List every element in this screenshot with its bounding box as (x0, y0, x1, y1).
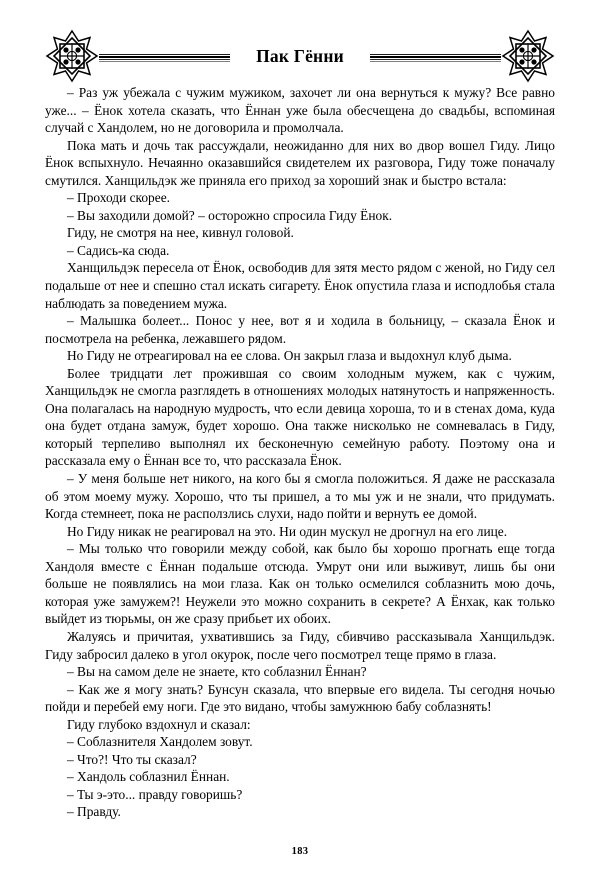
body-paragraph: – Как же я могу знать? Бунсун сказала, что впервые его видела. Ты сегодня ночью пойди и перебей ему ноги. Где это видано, чтобы замужнюю бабу соблазнять! (45, 681, 555, 715)
body-paragraph: – Что?! Что ты сказал? (67, 751, 197, 767)
body-paragraph: – Правду. (67, 804, 121, 820)
header-rule-left (99, 29, 230, 83)
body-paragraph: – Ты э-это... правду говоришь? (67, 786, 243, 802)
body-paragraph: Но Гиду не отреагировал на ее слова. Он закрыл глаза и выдохнул клуб дыма. (67, 348, 512, 364)
running-head-title: Пак Гённи (256, 46, 344, 67)
body-paragraph: – У меня больше нет никого, на кого бы я смогла положиться. Я даже не рассказала об этом моему мужу. Хорошо, что ты пришел, а то мы уж и не знали, что придумать. Когда стемнеет, пока не расползлись слухи, надо пойти и вернуть ее домой. (45, 471, 555, 522)
body-paragraph: – Вы заходили домой? – осторожно спросила Гиду Ёнок. (67, 207, 393, 223)
page-number: 183 (291, 846, 309, 857)
body-paragraph: – Проходи скорее. (67, 190, 170, 206)
body-paragraph: – Мы только что говорили между собой, как было бы хорошо прогнать еще тогда Хандоля вместе с Ённан подальше отсюда. Умрут они или выживут, лишь бы они больше не появлялись на мои глаза. Как он только осмелился соблазнить мою дочь, которая уже замужем?! Неужели это можно сохранить в секрете? А Ёнхак, как только выйдет из тюрьмы, он же сразу прибьет их обоих. (45, 541, 555, 627)
running-head (45, 28, 555, 84)
body-paragraph: Гиду, не смотря на нее, кивнул головой. (67, 225, 294, 241)
body-paragraph: Более тридцати лет прожившая со своим холодным мужем, как с чужим, Ханщильдэк не смогла разглядеть в отношениях молодых натянутость и напряженность. Она полагалась на народную мудрость, что если девица хороша, то и в стенах дома, куда она будет отдана замуж, будет хорошо. Она также нисколько не сомневалась в Гиду, который терпеливо выполнял их бесконечную семейную работу. Поэтому она и рассказала ему о Ённан все то, что рассказала Ёнок. (45, 365, 555, 469)
body-paragraph: – Садись-ка сюда. (67, 242, 170, 258)
body-paragraph: – Соблазнителя Хандолем зовут. (67, 734, 253, 750)
rosette-medallion-ornament-right (501, 29, 555, 83)
body-paragraph: – Хандоль соблазнил Ённан. (67, 769, 230, 785)
body-paragraph: – Малышка болеет... Понос у нее, вот я и ходила в больницу, – сказала Ёнок и посмотрела на ребенка, лежавшего рядом. (45, 313, 555, 346)
body-paragraph: – Раз уж убежала с чужим мужиком, захочет ли она вернуться к мужу? Все равно уже... – Ёнок хотела сказать, что Ённан уже была обесчещена до свадьбы, вспоминая случай с Хандолем, но не договорила и промолчала. (45, 85, 555, 136)
rosette-medallion-ornament-left (45, 29, 99, 83)
page-body-text (45, 84, 555, 821)
body-paragraph: – Вы на самом деле не знаете, кто соблазнил Ённан? (67, 664, 367, 680)
header-rule-right (370, 29, 501, 83)
body-paragraph: Но Гиду никак не реагировал на это. Ни один мускул не дрогнул на его лице. (67, 523, 508, 539)
body-paragraph: Ханщильдэк пересела от Ёнок, освободив для зятя место рядом с женой, но Гиду сел подальше от нее и спешно стал искать сигарету. Ёнок опустила глаза и исподлобья стала наблюдать за поведением мужа. (45, 260, 555, 311)
body-paragraph: Жалуясь и причитая, ухватившись за Гиду, сбивчиво рассказывала Ханщильдэк. Гиду забросил далеко в угол окурок, после чего посмотрел теще прямо в глаза. (45, 628, 555, 662)
body-paragraph: Пока мать и дочь так рассуждали, неожиданно для них во двор вошел Гиду. Лицо Ёнок вспыхнуло. Нечаянно оказавшийся свидетелем их разговора, Гиду тоже поначалу смутился. Ханщильдэк же приняла его приход за хороший знак и быстро встала: (45, 137, 555, 188)
body-paragraph: Гиду глубоко вздохнул и сказал: (67, 716, 251, 732)
